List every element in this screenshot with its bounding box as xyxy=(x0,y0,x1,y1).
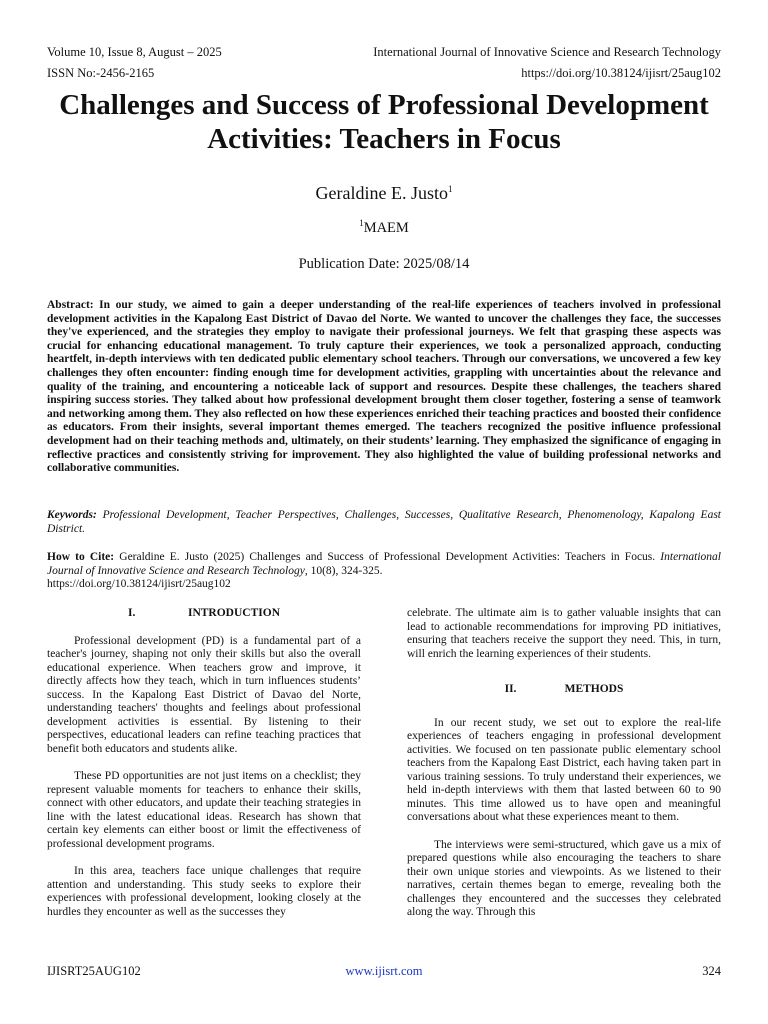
intro-paragraph-1: Professional development (PD) is a fundamental part of a teacher's journey, shaping not only their skills but also the overall educational experience. When teachers grow and improve, it directly affects how they teach, which in turn influences students’ success. In the Kapalong East District of Davao del Norte, understanding teachers' thoughts and feelings about professional development activities is essential. By listening to their perspectives, educational leaders can refine teaching practices that benefit both educators and students alike. xyxy=(47,634,361,755)
abstract xyxy=(47,299,721,476)
volume-info: Volume 10, Issue 8, August – 2025 xyxy=(47,45,222,59)
intro-paragraph-2: These PD opportunities are not just items on a checklist; they represent valuable moments for teachers to enhance their skills, connect with other educators, and update their teaching strategies in line with the latest educational ideas. Research has shown that certain key elements can either boost or limit the effectiveness of professional development programs. xyxy=(47,770,361,850)
intro-paragraph-3-continued: celebrate. The ultimate aim is to gather valuable insights that can lead to actionable recommendations for improving PD initiatives, ensuring that teachers receive the support they need. This, in turn, will enrich the learning experiences of their students. xyxy=(407,607,721,660)
section-title: METHODS xyxy=(564,683,624,695)
author-sup: 1 xyxy=(447,184,453,194)
section-number: I. xyxy=(127,607,136,619)
affiliation xyxy=(0,219,768,237)
how-to-cite xyxy=(47,551,721,592)
methods-paragraph-1: In our recent study, we set out to explore the real-life experiences of teachers engaging in professional development activities. We focused on ten passionate public elementary school teachers from the Kapalong East District, each having taken part in various training sessions. To truly understand their experiences, we held in-depth interviews with them that lasted between 60 to 90 minutes. This time allowed us to have open and meaningful conversations about what these experiences meant to them. xyxy=(407,716,721,823)
publication-date: Publication Date: 2025/08/14 xyxy=(298,256,470,272)
paper-title: Challenges and Success of Professional Development Activities: Teachers in Focus xyxy=(59,89,709,155)
abstract-label: Abstract: xyxy=(47,299,94,311)
section-number: II. xyxy=(504,683,517,695)
journal-name: International Journal of Innovative Science and Research Technology xyxy=(373,45,721,59)
section-heading-methods xyxy=(407,683,721,697)
keywords-text: Professional Development, Teacher Perspectives, Challenges, Successes, Qualitative Research, Phenomenology, Kapalong East District. xyxy=(47,509,721,535)
issn: ISSN No:-2456-2165 xyxy=(47,66,155,80)
section-heading-introduction xyxy=(47,607,361,621)
left-column xyxy=(47,607,361,933)
intro-paragraph-3: In this area, teachers face unique challenges that require attention and understanding. This study seeks to explore their experiences with professional development, looking closely at the hurdles they encounter as well as the successes they xyxy=(47,865,361,918)
author-name: Geraldine E. Justo xyxy=(315,183,448,203)
cite-journal: International Journal of Innovative Science and Research Technology xyxy=(47,551,721,577)
page-number: 324 xyxy=(702,964,721,978)
cite-text: Geraldine E. Justo (2025) Challenges and Success of Professional Development Activities: Teachers in Focus. xyxy=(114,551,661,563)
header-doi-link[interactable]: https://doi.org/10.38124/ijisrt/25aug102 xyxy=(521,66,721,80)
keywords xyxy=(47,509,721,536)
cite-doi-link[interactable]: https://doi.org/10.38124/ijisrt/25aug102 xyxy=(47,578,231,591)
section-title: INTRODUCTION xyxy=(187,607,280,619)
affiliation-text: MAEM xyxy=(363,220,409,236)
keywords-label: Keywords: xyxy=(47,509,97,521)
author xyxy=(0,182,768,204)
cite-label: How to Cite: xyxy=(47,551,115,563)
methods-paragraph-2: The interviews were semi-structured, which gave us a mix of prepared questions while also encouraging the teachers to share their own unique stories and viewpoints. As we listened to their narratives, certain themes began to emerge, revealing both the challenges they encountered and the successes they celebrated along the way. Through this xyxy=(407,838,721,918)
cite-details: , 10(8), 324-325. xyxy=(304,564,383,577)
footer-code: IJISRT25AUG102 xyxy=(47,964,141,978)
abstract-text: In our study, we aimed to gain a deeper understanding of the real-life experiences of teachers involved in professional development activities in the Kapalong East District of Davao del Norte. We wanted to uncover the challenges they face, the successes they've experienced, and the strategies they employ to navigate their professional journeys. We felt that grasping these aspects was crucial for enhancing educational management. To truly capture their experiences, we took a personalized approach, conducting heartfelt, in-depth interviews with ten dedicated public elementary school teachers. Through our conversations, we uncovered a few key challenges they often encounter: finding enough time for development activities, grappling with uncertainties about the relevance and quality of the training, and encountering a noticeable lack of support and resources. Despite these challenges, the teachers shared inspiring success stories. They talked about how professional development brought them closer together, fostering a sense of teamwork and networking among them. They also reflected on how these experiences enriched their teaching practices and boosted their confidence as educators. From their insights, several important themes emerged. The teachers recognized the positive influence professional development had on their teaching methods and, ultimately, on their students’ learning. They emphasized the significance of engaging in reflective practices and consistently striving for improvement. They also highlighted the value of building professional networks and collaborative communities. xyxy=(47,299,721,475)
affiliation-sup: 1 xyxy=(359,218,364,229)
footer-site-link[interactable]: www.ijisrt.com xyxy=(345,964,423,978)
right-column xyxy=(407,607,721,934)
